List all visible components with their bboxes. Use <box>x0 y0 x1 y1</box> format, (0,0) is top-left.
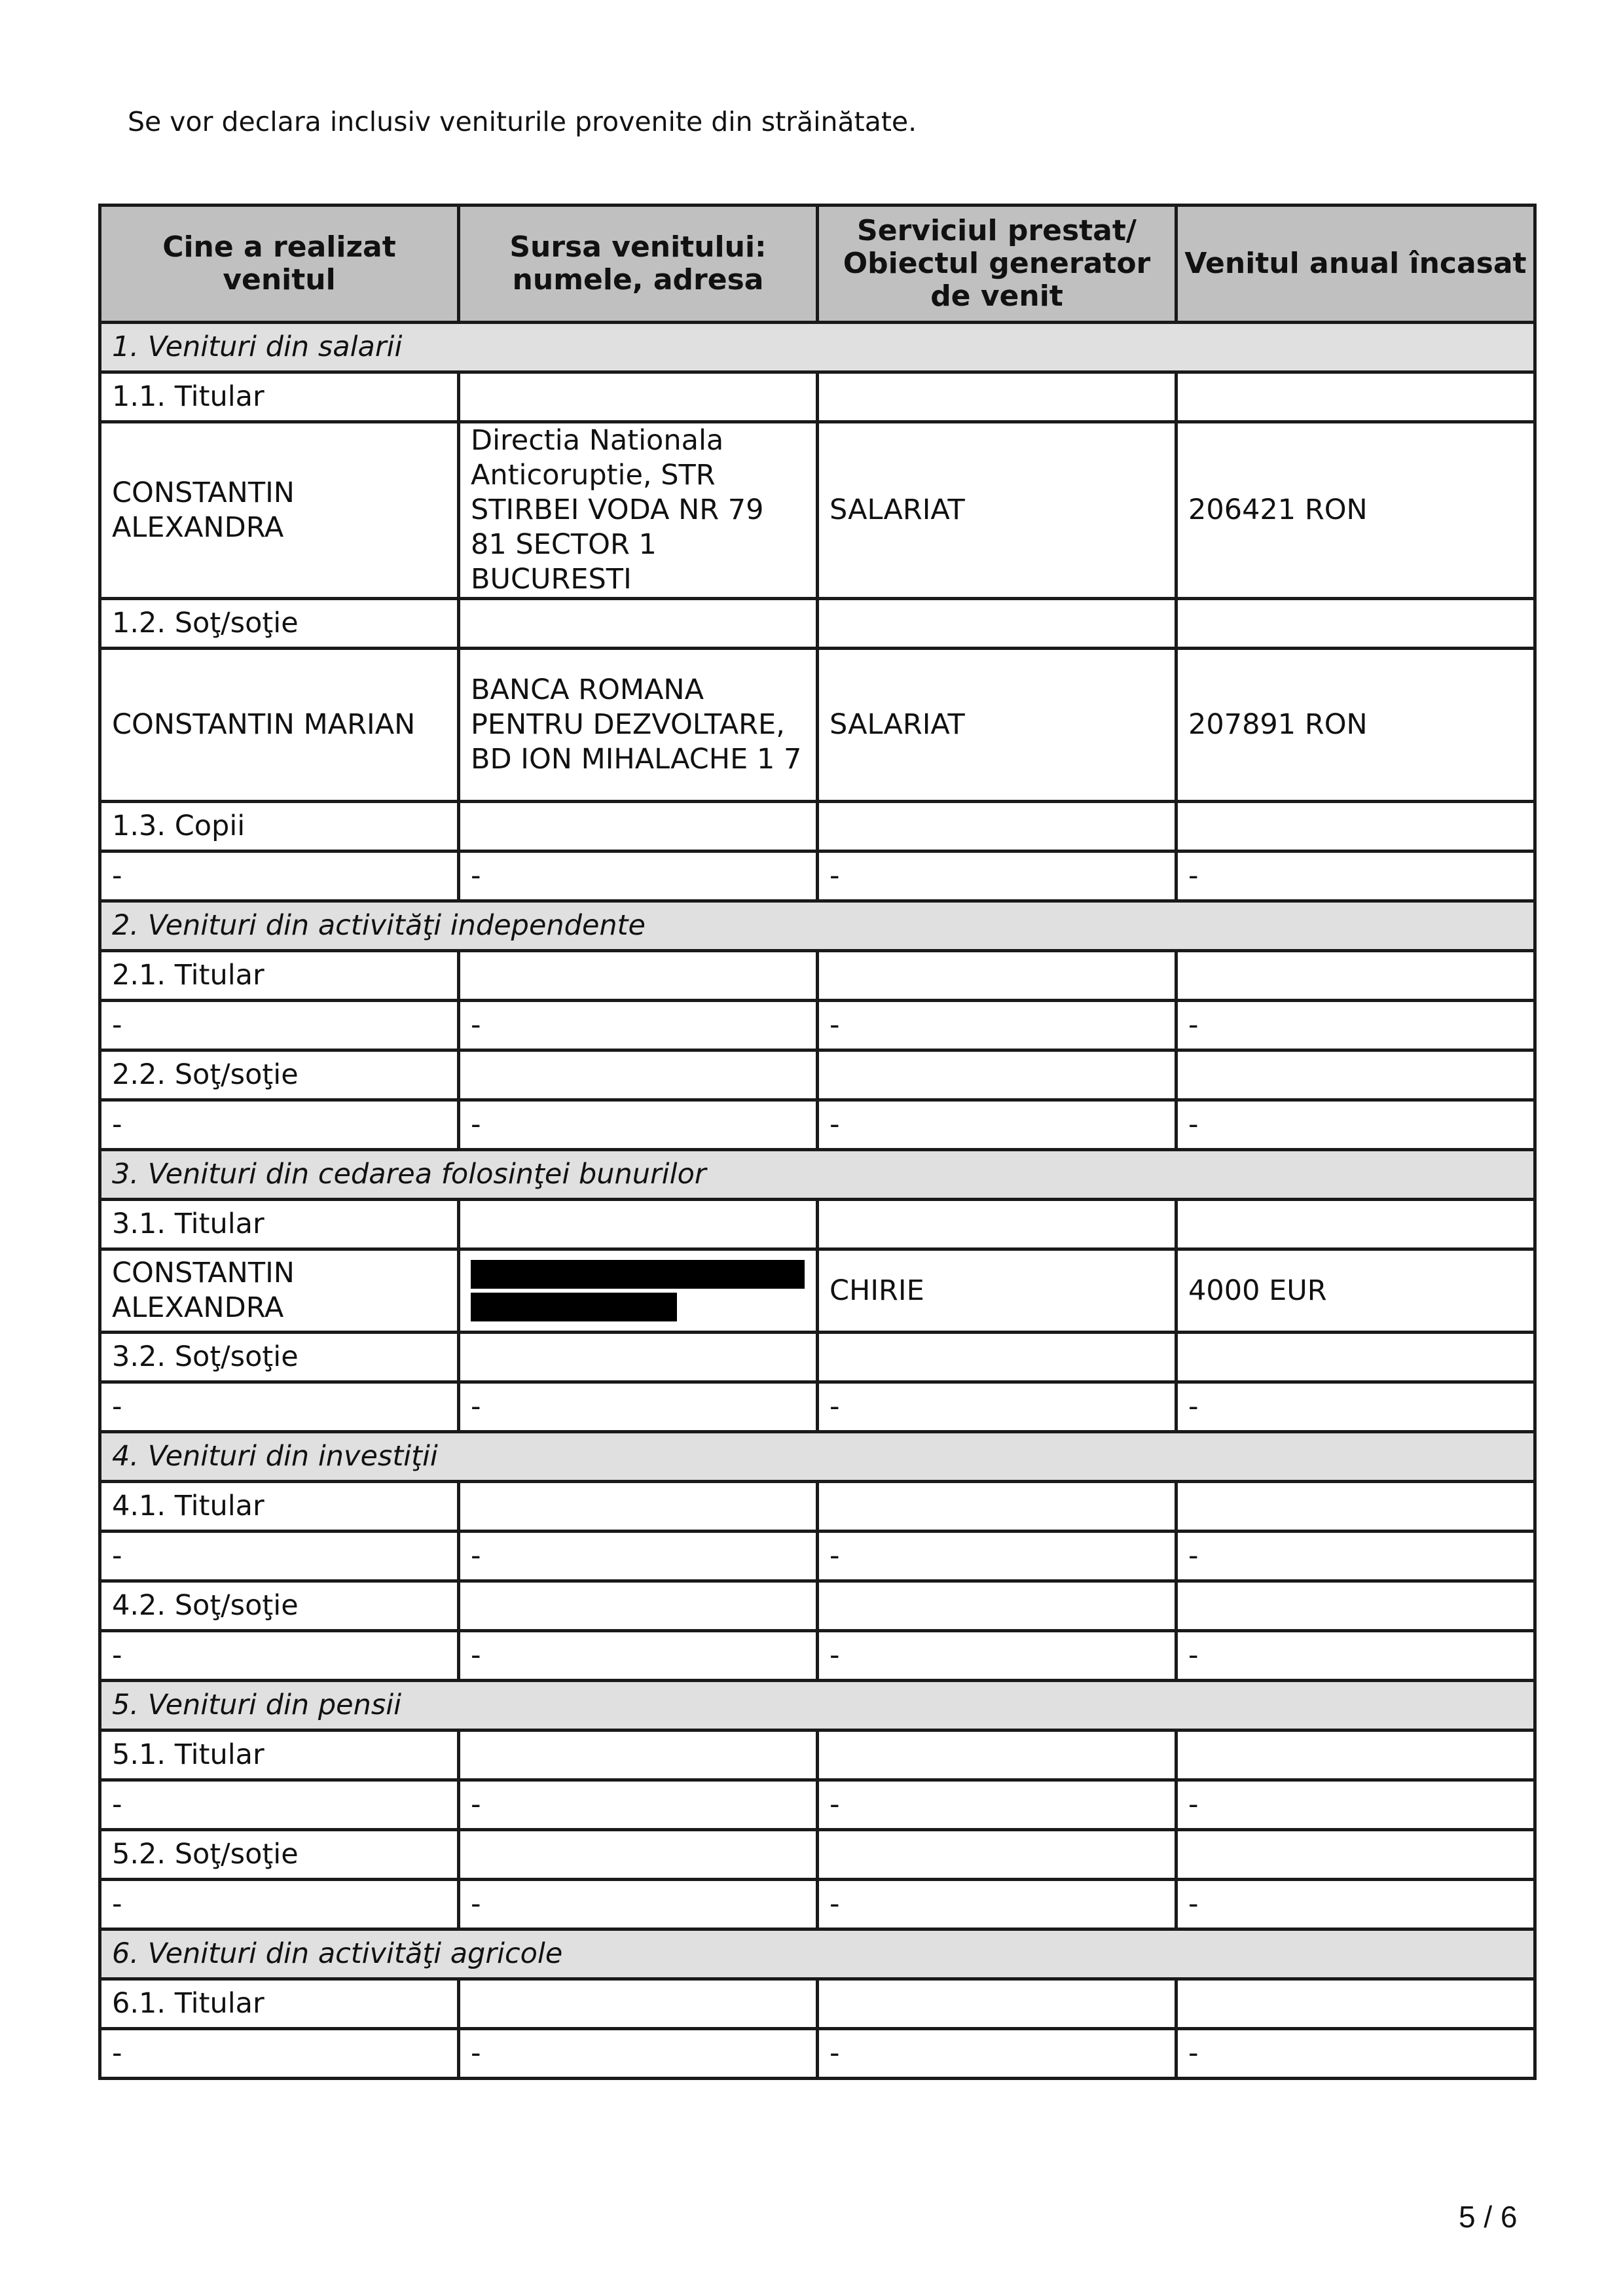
dash-cell: - <box>818 1001 1176 1050</box>
dash-cell: - <box>459 852 818 901</box>
dash-cell: - <box>100 1100 459 1150</box>
dash-cell: - <box>459 1631 818 1681</box>
dash-cell: - <box>100 1780 459 1830</box>
subsection-row <box>100 599 1535 649</box>
empty-cell <box>1176 1050 1535 1100</box>
dash-cell: - <box>1176 852 1535 901</box>
subsection-row <box>100 1830 1535 1880</box>
section-title: 1. Venituri din salarii <box>100 323 1535 372</box>
dash-row <box>100 1631 1535 1681</box>
table-row <box>100 1249 1535 1333</box>
header-source: Sursa venitului: numele, adresa <box>459 206 818 323</box>
who-cell: CONSTANTIN MARIAN <box>100 649 459 802</box>
table-row <box>100 649 1535 802</box>
dash-cell: - <box>818 1532 1176 1581</box>
subsection-row <box>100 1333 1535 1382</box>
empty-cell <box>459 1581 818 1631</box>
empty-cell <box>1176 1731 1535 1780</box>
empty-cell <box>818 372 1176 422</box>
empty-cell <box>459 599 818 649</box>
header-income: Venitul anual încasat <box>1176 206 1535 323</box>
empty-cell <box>459 1830 818 1880</box>
source-cell: Directia Nationala Anticoruptie, STR STIRBEI VODA NR 79 81 SECTOR 1 BUCURESTI <box>459 422 818 599</box>
dash-cell: - <box>1176 1532 1535 1581</box>
section-title: 3. Venituri din cedarea folosinţei bunurilor <box>100 1150 1535 1200</box>
dash-cell: - <box>818 1880 1176 1929</box>
empty-cell <box>459 802 818 852</box>
subsection-row <box>100 1200 1535 1249</box>
subsection-label: 1.3. Copii <box>100 802 459 852</box>
empty-cell <box>818 1731 1176 1780</box>
empty-cell <box>1176 951 1535 1001</box>
source-cell-redacted <box>459 1249 818 1333</box>
empty-cell <box>459 1482 818 1532</box>
dash-cell: - <box>459 1382 818 1432</box>
header-row <box>100 206 1535 323</box>
subsection-row <box>100 951 1535 1001</box>
empty-cell <box>818 1333 1176 1382</box>
section-title: 5. Venituri din pensii <box>100 1681 1535 1731</box>
subsection-row <box>100 1979 1535 2029</box>
dash-cell: - <box>1176 1382 1535 1432</box>
empty-cell <box>818 951 1176 1001</box>
empty-cell <box>1176 1979 1535 2029</box>
empty-cell <box>818 1830 1176 1880</box>
empty-cell <box>1176 1482 1535 1532</box>
subsection-row <box>100 1482 1535 1532</box>
service-cell: SALARIAT <box>818 649 1176 802</box>
header-who: Cine a realizat venitul <box>100 206 459 323</box>
empty-cell <box>818 1050 1176 1100</box>
dash-row <box>100 1001 1535 1050</box>
dash-cell: - <box>818 1780 1176 1830</box>
dash-row <box>100 1532 1535 1581</box>
dash-cell: - <box>818 1100 1176 1150</box>
subsection-row <box>100 372 1535 422</box>
empty-cell <box>459 372 818 422</box>
who-cell: CONSTANTIN ALEXANDRA <box>100 422 459 599</box>
empty-cell <box>818 802 1176 852</box>
dash-cell: - <box>1176 1631 1535 1681</box>
empty-cell <box>818 1581 1176 1631</box>
subsection-row <box>100 1581 1535 1631</box>
dash-cell: - <box>100 1382 459 1432</box>
section-row <box>100 323 1535 372</box>
dash-cell: - <box>459 1780 818 1830</box>
section-row <box>100 1150 1535 1200</box>
dash-row <box>100 1780 1535 1830</box>
income-cell: 206421 RON <box>1176 422 1535 599</box>
subsection-label: 4.1. Titular <box>100 1482 459 1532</box>
dash-cell: - <box>818 852 1176 901</box>
dash-cell: - <box>100 1001 459 1050</box>
section-row <box>100 1929 1535 1979</box>
redaction-bar <box>471 1260 805 1289</box>
subsection-label: 3.1. Titular <box>100 1200 459 1249</box>
dash-cell: - <box>459 1532 818 1581</box>
source-cell: BANCA ROMANA PENTRU DEZVOLTARE, BD ION MIHALACHE 1 7 <box>459 649 818 802</box>
section-title: 6. Venituri din activităţi agricole <box>100 1929 1535 1979</box>
section-title: 2. Venituri din activităţi independente <box>100 901 1535 951</box>
empty-cell <box>1176 599 1535 649</box>
empty-cell <box>818 599 1176 649</box>
empty-cell <box>459 1200 818 1249</box>
empty-cell <box>1176 1830 1535 1880</box>
subsection-label: 4.2. Soţ/soţie <box>100 1581 459 1631</box>
section-row <box>100 1681 1535 1731</box>
section-row <box>100 901 1535 951</box>
subsection-label: 3.2. Soţ/soţie <box>100 1333 459 1382</box>
subsection-label: 1.2. Soţ/soţie <box>100 599 459 649</box>
service-cell: SALARIAT <box>818 422 1176 599</box>
dash-cell: - <box>818 1631 1176 1681</box>
subsection-label: 6.1. Titular <box>100 1979 459 2029</box>
dash-cell: - <box>818 2029 1176 2079</box>
empty-cell <box>459 1979 818 2029</box>
empty-cell <box>459 951 818 1001</box>
section-title: 4. Venituri din investiţii <box>100 1432 1535 1482</box>
empty-cell <box>459 1050 818 1100</box>
empty-cell <box>1176 802 1535 852</box>
table-row <box>100 422 1535 599</box>
dash-cell: - <box>459 1001 818 1050</box>
empty-cell <box>818 1482 1176 1532</box>
dash-row <box>100 852 1535 901</box>
subsection-label: 5.2. Soţ/soţie <box>100 1830 459 1880</box>
dash-cell: - <box>818 1382 1176 1432</box>
empty-cell <box>818 1200 1176 1249</box>
subsection-label: 2.1. Titular <box>100 951 459 1001</box>
empty-cell <box>1176 1333 1535 1382</box>
service-cell: CHIRIE <box>818 1249 1176 1333</box>
dash-cell: - <box>100 1532 459 1581</box>
income-table <box>98 204 1537 2080</box>
dash-row <box>100 2029 1535 2079</box>
header-service: Serviciul prestat/ Obiectul generator de venit <box>818 206 1176 323</box>
empty-cell <box>1176 1200 1535 1249</box>
intro-note: Se vor declara inclusiv veniturile provenite din străinătate. <box>128 106 917 137</box>
subsection-row <box>100 1050 1535 1100</box>
dash-row <box>100 1382 1535 1432</box>
empty-cell <box>459 1333 818 1382</box>
subsection-label: 1.1. Titular <box>100 372 459 422</box>
income-cell: 4000 EUR <box>1176 1249 1535 1333</box>
dash-cell: - <box>459 2029 818 2079</box>
dash-cell: - <box>100 2029 459 2079</box>
empty-cell <box>1176 1581 1535 1631</box>
dash-cell: - <box>1176 2029 1535 2079</box>
income-cell: 207891 RON <box>1176 649 1535 802</box>
who-cell: CONSTANTIN ALEXANDRA <box>100 1249 459 1333</box>
page-number: 5 / 6 <box>1459 2200 1518 2234</box>
empty-cell <box>818 1979 1176 2029</box>
dash-cell: - <box>1176 1001 1535 1050</box>
dash-cell: - <box>1176 1880 1535 1929</box>
empty-cell <box>1176 372 1535 422</box>
subsection-label: 2.2. Soţ/soţie <box>100 1050 459 1100</box>
dash-cell: - <box>1176 1100 1535 1150</box>
dash-cell: - <box>459 1880 818 1929</box>
dash-row <box>100 1100 1535 1150</box>
dash-cell: - <box>100 1880 459 1929</box>
subsection-label: 5.1. Titular <box>100 1731 459 1780</box>
dash-cell: - <box>459 1100 818 1150</box>
dash-cell: - <box>100 852 459 901</box>
redaction-bar <box>471 1293 677 1321</box>
subsection-row <box>100 1731 1535 1780</box>
subsection-row <box>100 802 1535 852</box>
dash-cell: - <box>1176 1780 1535 1830</box>
empty-cell <box>459 1731 818 1780</box>
section-row <box>100 1432 1535 1482</box>
dash-row <box>100 1880 1535 1929</box>
dash-cell: - <box>100 1631 459 1681</box>
